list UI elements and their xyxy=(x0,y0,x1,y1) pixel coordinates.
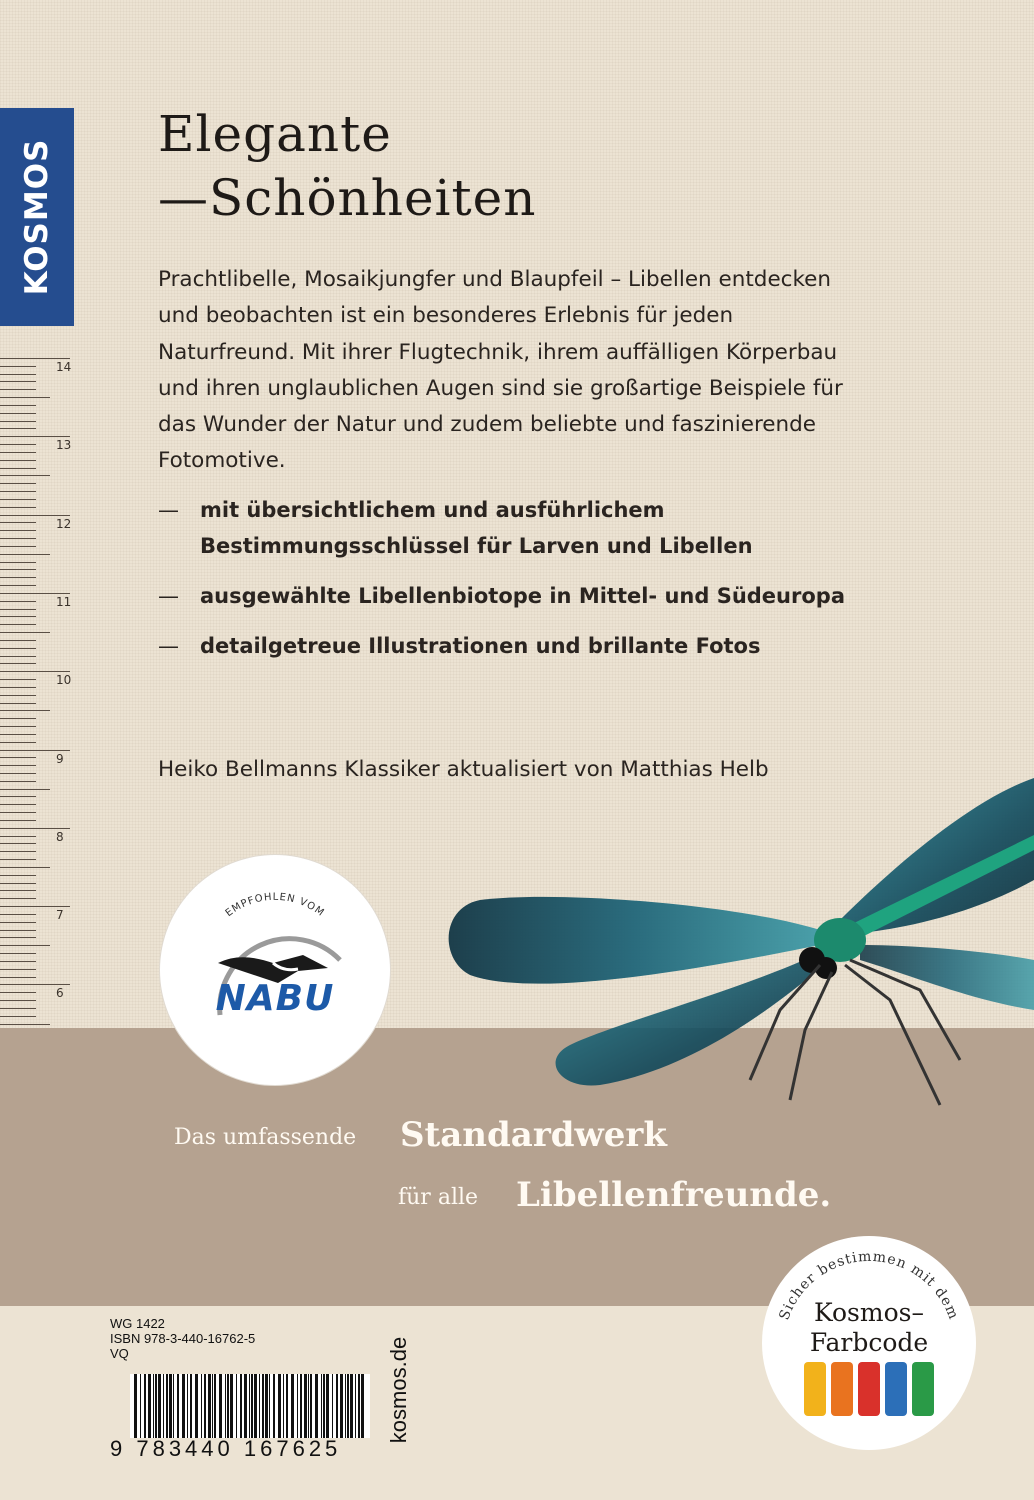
ruler-tick xyxy=(0,530,36,531)
book-title xyxy=(158,102,536,230)
ruler-label: 6 xyxy=(56,986,64,1001)
ruler-tick xyxy=(0,914,36,915)
barcode-bar xyxy=(350,1374,353,1438)
feature-text: ausgewählte Libellenbiotope in Mittel- und Südeuropa xyxy=(200,584,845,608)
title-line-2: —Schönheiten xyxy=(158,169,537,227)
author-credit: Heiko Bellmanns Klassiker aktualisiert von Matthias Helb xyxy=(158,757,769,782)
website-label xyxy=(384,1310,414,1470)
barcode-bar xyxy=(308,1374,309,1438)
barcode-bar xyxy=(321,1374,322,1438)
barcode-bar xyxy=(204,1374,206,1438)
nabu-arc-graphic xyxy=(160,855,390,1085)
tagline-part-2-bold: Libellenfreunde. xyxy=(516,1175,832,1215)
barcode-bar xyxy=(227,1374,229,1438)
ruler-tick xyxy=(0,984,70,985)
ruler-tick xyxy=(0,883,36,884)
ruler-tick xyxy=(0,687,36,688)
barcode-bar xyxy=(169,1374,172,1438)
ruler-tick xyxy=(0,851,36,852)
tagline-part-2: für alle xyxy=(398,1185,479,1210)
barcode-bar xyxy=(345,1374,346,1438)
color-stripe xyxy=(912,1362,934,1416)
feature-item xyxy=(158,492,878,564)
ruler-tick xyxy=(0,750,70,751)
ruler-tick xyxy=(0,890,36,891)
barcode-bar xyxy=(158,1374,161,1438)
ruler-tick xyxy=(0,820,36,821)
barcode-bar xyxy=(315,1374,318,1438)
barcode-bar xyxy=(134,1374,137,1438)
ruler-tick xyxy=(0,898,36,899)
ruler-tick xyxy=(0,640,36,641)
barcode-bar xyxy=(244,1374,247,1438)
barcode-bar xyxy=(332,1374,333,1438)
ruler-tick xyxy=(0,1024,50,1025)
isbn-number: ISBN 978-3-440-16762-5 xyxy=(110,1331,256,1346)
ruler-tick xyxy=(0,389,36,390)
tagline-part-1-bold: Standardwerk xyxy=(400,1115,667,1155)
tagline-part-1: Das umfassende xyxy=(174,1125,357,1150)
ruler-tick xyxy=(0,930,36,931)
barcode-bar xyxy=(201,1374,202,1438)
ruler-tick xyxy=(0,405,36,406)
barcode-bar xyxy=(304,1374,307,1438)
barcode-bar xyxy=(340,1374,343,1438)
ruler-tick xyxy=(0,742,36,743)
isbn-extra: VQ xyxy=(110,1346,129,1361)
ruler-tick xyxy=(0,945,50,946)
ruler-tick xyxy=(0,679,36,680)
ruler-label: 8 xyxy=(56,829,64,844)
ruler-tick xyxy=(0,906,70,907)
barcode-bar xyxy=(214,1374,216,1438)
ruler-tick xyxy=(0,593,70,594)
barcode-bar xyxy=(190,1374,192,1438)
intro-paragraph: Prachtlibelle, Mosaikjungfer und Blaupfeil – Libellen entdecken und beobachten ist ein besonderes Erlebnis für jeden Naturfreund. Mit ihrer Flugtechnik, ihrem auffälligen Körperbau und ihren unglaublichen Augen sind sie großartige Beispiele für das Wunder der Natur und zudem beliebte und faszinierende Fotomotive. xyxy=(158,267,843,474)
barcode-bar xyxy=(278,1374,281,1438)
ruler-tick xyxy=(0,601,36,602)
ruler-tick xyxy=(0,585,36,586)
color-stripe xyxy=(885,1362,907,1416)
ruler-tick xyxy=(0,468,36,469)
ruler-tick xyxy=(0,922,36,923)
ruler-tick xyxy=(0,757,36,758)
barcode-bar xyxy=(153,1374,154,1438)
ruler-tick xyxy=(0,812,36,813)
ruler-tick xyxy=(0,859,36,860)
barcode-bar xyxy=(219,1374,222,1438)
ruler-tick xyxy=(0,507,36,508)
ruler-tick xyxy=(0,632,50,633)
ruler-tick xyxy=(0,609,36,610)
barcode-bar xyxy=(140,1374,141,1438)
nabu-logo-text: NABU xyxy=(215,978,335,1019)
barcode-bar xyxy=(251,1374,253,1438)
ruler-label: 13 xyxy=(56,438,72,453)
bullet-dash: — xyxy=(158,634,179,658)
ruler-label: 11 xyxy=(56,594,72,609)
nabu-badge xyxy=(160,855,390,1085)
ruler-tick xyxy=(0,828,70,829)
farbcode-title-line-1: Kosmos– xyxy=(814,1298,924,1327)
barcode-bar xyxy=(148,1374,151,1438)
ruler-tick xyxy=(0,515,70,516)
feature-item xyxy=(158,578,878,614)
ruler-tick xyxy=(0,804,36,805)
dragonfly-wing xyxy=(860,945,1034,1010)
barcode-bar xyxy=(144,1374,146,1438)
barcode-bar xyxy=(358,1374,360,1438)
barcode-bar xyxy=(265,1374,268,1438)
farbcode-title-line-2: Farbcode xyxy=(809,1328,929,1357)
ruler-tick xyxy=(0,937,36,938)
ruler-tick xyxy=(0,781,36,782)
ruler-tick xyxy=(0,836,36,837)
color-stripe xyxy=(858,1362,880,1416)
barcode-bar xyxy=(230,1374,233,1438)
barcode-bar xyxy=(300,1374,302,1438)
ruler-label: 7 xyxy=(56,908,64,923)
ruler-tick xyxy=(0,397,50,398)
feature-item xyxy=(158,628,878,664)
svg-text:EMPFOHLEN VOM xyxy=(224,892,327,919)
ruler-tick xyxy=(0,765,36,766)
barcode-bar xyxy=(236,1374,237,1438)
ruler-tick xyxy=(0,444,36,445)
dragonfly-image xyxy=(440,760,1034,1120)
ruler-tick xyxy=(0,663,36,664)
ruler-tick xyxy=(0,460,36,461)
ruler-tick xyxy=(0,961,36,962)
barcode-bar xyxy=(262,1374,264,1438)
isbn-block xyxy=(110,1316,370,1466)
ruler-tick xyxy=(0,624,36,625)
ruler-tick xyxy=(0,773,36,774)
barcode-bar xyxy=(310,1374,312,1438)
kosmos-logo-tab xyxy=(0,108,74,326)
farbcode-badge xyxy=(762,1236,976,1450)
ruler-tick xyxy=(0,969,36,970)
barcode-bar xyxy=(291,1374,294,1438)
ruler-tick xyxy=(0,413,36,414)
ruler-tick xyxy=(0,374,36,375)
ruler-tick xyxy=(0,569,36,570)
ruler-tick xyxy=(0,695,36,696)
ruler-tick xyxy=(0,475,50,476)
ruler-tick xyxy=(0,562,36,563)
ruler-tick xyxy=(0,358,70,359)
ruler-tick xyxy=(0,710,50,711)
ruler-tick xyxy=(0,491,36,492)
farbcode-arc-text: Sicher bestimmen mit dem xyxy=(776,1248,962,1323)
farbcode-title xyxy=(762,1298,976,1358)
barcode-bar xyxy=(212,1374,213,1438)
barcode-bar xyxy=(173,1374,174,1438)
barcode-bar xyxy=(283,1374,284,1438)
ruler-tick xyxy=(0,867,50,868)
barcode-bar xyxy=(347,1374,349,1438)
barcode-bar xyxy=(297,1374,298,1438)
ruler-tick xyxy=(0,499,36,500)
barcode-bar xyxy=(195,1374,198,1438)
ruler-label: 12 xyxy=(56,516,72,531)
ruler-label: 14 xyxy=(56,360,72,374)
barcode-bar xyxy=(249,1374,250,1438)
ruler-tick xyxy=(0,577,36,578)
dragonfly-wing xyxy=(449,897,820,984)
ruler-tick xyxy=(0,538,36,539)
barcode-bar xyxy=(323,1374,325,1438)
ruler-tick xyxy=(0,703,36,704)
barcode-number: 9 783440 167625 xyxy=(110,1436,342,1461)
ruler-tick xyxy=(0,421,36,422)
bullet-dash: — xyxy=(158,498,179,522)
website-text: kosmos.de xyxy=(386,1336,411,1444)
wg-code: WG 1422 xyxy=(110,1316,165,1331)
ruler-tick xyxy=(0,1008,36,1009)
barcode-bar xyxy=(286,1374,288,1438)
ruler-tick xyxy=(0,1016,36,1017)
color-stripe xyxy=(831,1362,853,1416)
barcode-bar xyxy=(187,1374,188,1438)
ruler-tick xyxy=(0,734,36,735)
barcode-bar xyxy=(155,1374,157,1438)
feature-list xyxy=(158,492,878,678)
ruler-tick xyxy=(0,875,36,876)
barcode-bar xyxy=(225,1374,226,1438)
barcode-bar xyxy=(269,1374,270,1438)
barcode-bar xyxy=(240,1374,242,1438)
title-line-1: Elegante xyxy=(158,105,392,163)
ruler-tick xyxy=(0,656,36,657)
barcode-bar xyxy=(177,1374,179,1438)
barcode-bar xyxy=(163,1374,164,1438)
ruler-tick xyxy=(0,977,36,978)
ruler-tick xyxy=(0,381,36,382)
barcode-bar xyxy=(326,1374,329,1438)
ruler-tick xyxy=(0,648,36,649)
barcode-bar xyxy=(336,1374,338,1438)
ruler-tick xyxy=(0,546,36,547)
ruler-tick xyxy=(0,483,36,484)
ruler-label: 10 xyxy=(56,673,72,688)
feature-text: mit übersichtlichem und ausführlichem Bestimmungsschlüssel für Larven und Libellen xyxy=(200,498,753,558)
ruler-tick xyxy=(0,1000,36,1001)
ruler-tick xyxy=(0,616,36,617)
ruler-tick xyxy=(0,366,36,367)
barcode-bar xyxy=(208,1374,211,1438)
ruler-tick xyxy=(0,428,36,429)
ruler-tick xyxy=(0,796,36,797)
ruler-tick xyxy=(0,992,36,993)
ruler-tick xyxy=(0,726,36,727)
barcode-bar xyxy=(273,1374,275,1438)
nabu-arc-text: EMPFOHLEN VOM xyxy=(223,891,327,920)
ruler-tick xyxy=(0,718,36,719)
barcode-bar xyxy=(259,1374,260,1438)
ruler-tick xyxy=(0,843,36,844)
bullet-dash: — xyxy=(158,584,179,608)
ruler-tick xyxy=(0,671,70,672)
ruler-tick xyxy=(0,554,50,555)
barcode-bar xyxy=(361,1374,364,1438)
barcode-bar xyxy=(182,1374,185,1438)
ruler-tick xyxy=(0,789,50,790)
barcode-bar xyxy=(166,1374,168,1438)
ruler-tick xyxy=(0,452,36,453)
ruler-label: 9 xyxy=(56,751,64,766)
kosmos-logo-text: KOSMOS xyxy=(19,138,55,296)
barcode-bar xyxy=(355,1374,356,1438)
feature-text: detailgetreue Illustrationen und brillante Fotos xyxy=(200,634,761,658)
ruler-tick xyxy=(0,953,36,954)
ruler-tick xyxy=(0,436,70,437)
barcode-bar xyxy=(254,1374,257,1438)
ruler-tick xyxy=(0,522,36,523)
color-stripe xyxy=(804,1362,826,1416)
barcode xyxy=(130,1374,370,1438)
